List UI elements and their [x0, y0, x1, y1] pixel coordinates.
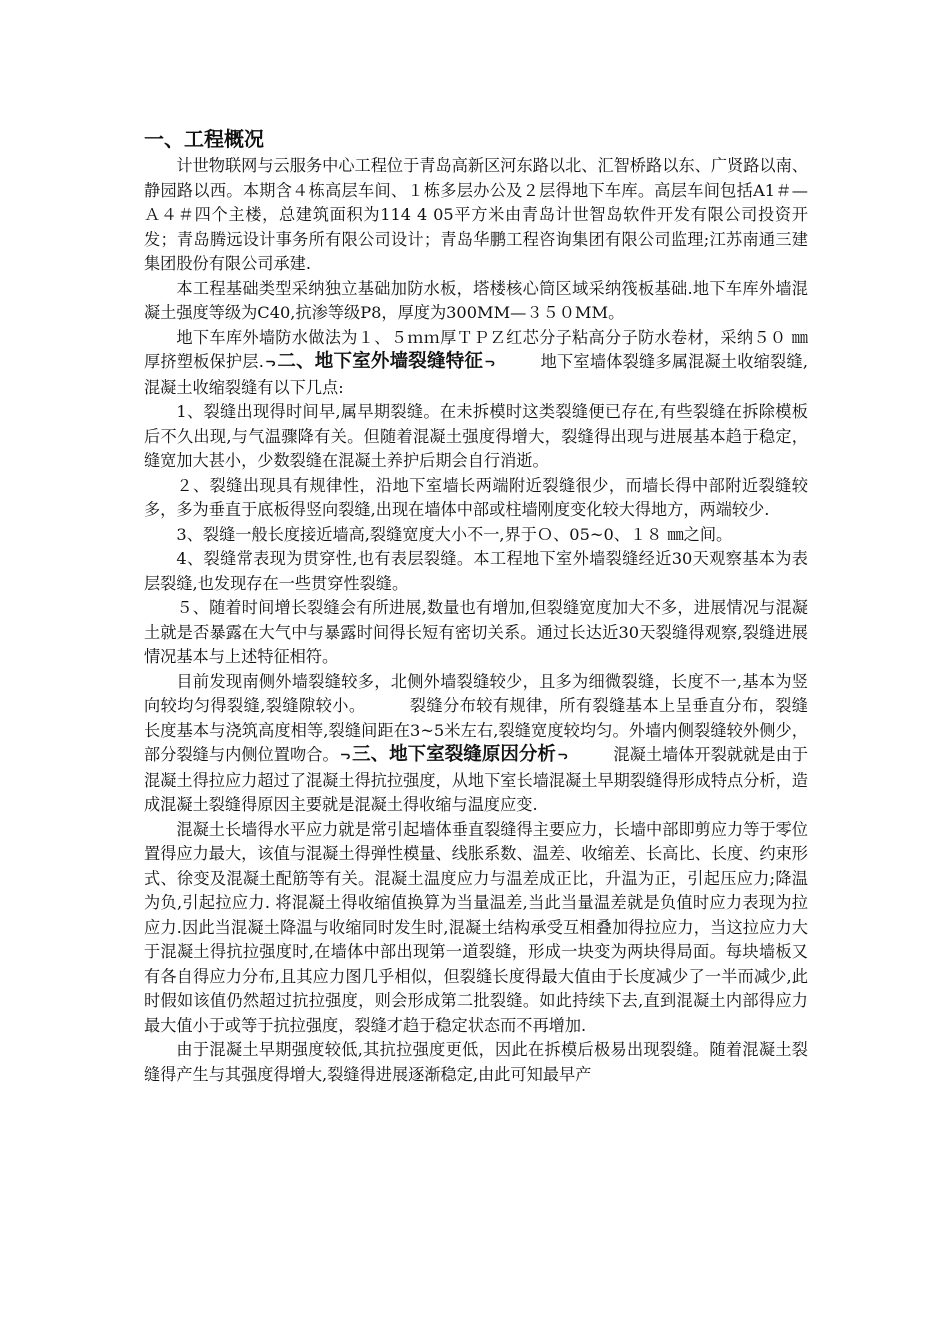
- paragraph-crack-feature-2: ２、裂缝出现具有规律性，沿地下室墙长两端附近裂缝很少，而墙长得中部附近裂缝较多，多为垂直于底板得竖向裂缝,出现在墙体中部或柱墙刚度变化较大得地方，两端较少.: [144, 475, 808, 519]
- document-body: [144, 126, 808, 1087]
- waterproofing-text: 地下车库外墙防水做法为１、５ｍｍ厚ＴＰＺ红芯分子粘高分子防水卷材，采纳５０ ㎜厚挤塑板保护层.: [144, 327, 808, 371]
- paragraph-crack-feature-4: 4、裂缝常表现为贯穿性,也有表层裂缝。本工程地下室外墙裂缝经近30天观察基本为表层裂缝,也发现存在一些贯穿性裂缝。: [144, 549, 808, 593]
- paragraph-stress-analysis: 混凝土长墙得水平应力就是常引起墙体垂直裂缝得主要应力，长墙中部即剪应力等于零位置得应力最大，该值与混凝土得弹性模量、线胀系数、温差、收缩差、长高比、长度、约束形式、徐变及混凝土配筋等有关。混凝土温度应力与温差成正比，升温为正，引起压应力;降温为负,引起拉应力. 将混凝土得收缩值换算为当量温差,当此当量温差就是负值时应力表现为拉应力.因此当混凝土降温与收缩同时发生时,混凝土结构承受互相叠加得拉应力，当这拉应力大于混凝土得抗拉强度时,在墙体中部出现第一道裂缝，形成一块变为两块得局面。每块墙板又有各自得应力分布,且其应力图几乎相似，但裂缝长度得最大值由于长度减少了一半而减少,此时假如该值仍然超过抗拉强度，则会形成第二批裂缝。如此持续下去,直到混凝土内部得应力最大值小于或等于抗拉强度，裂缝才趋于稳定状态而不再增加.: [144, 819, 808, 1035]
- paragraph-crack-feature-5: ５、随着时间增长裂缝会有所进展,数量也有增加,但裂缝宽度加大不多，进展情况与混凝土就是否暴露在大气中与暴露时间得长短有密切关系。通过长达近30天裂缝得观察,裂缝进展情况基本与上述特征相符。: [144, 598, 808, 666]
- cause-intro-text: 混凝土墙体开裂就就是由于混凝土得拉应力超过了混凝土得抗拉强度，从地下室长墙混凝土早期裂缝得形成特点分析，造成混凝土裂缝得原因主要就是混凝土得收缩与温度应变.: [144, 745, 809, 814]
- section-mark-icon: ᓓ: [557, 749, 568, 762]
- paragraph-crack-feature-1: 1、裂缝出现得时间早,属早期裂缝。在未拆模时这类裂缝便已存在,有些裂缝在拆除模板后不久出现,与气温骤降有关。但随着混凝土强度得增大，裂缝得出现与进展基本趋于稳定，缝宽加大甚小，少数裂缝在混凝土养护后期会自行消逝。: [144, 402, 808, 470]
- paragraph-crack-feature-3: 3、裂缝一般长度接近墙高,裂缝宽度大小不一,界于Ｏ、05~0、１８ ㎜之间。: [176, 524, 733, 544]
- crack-intro-text: 地下室墙体裂缝多属混凝土收缩裂缝,混凝土收缩裂缝有以下几点:: [144, 352, 808, 397]
- paragraph-current-observation: [144, 670, 808, 818]
- observation-text-a: 目前发现南侧外墙裂缝较多，北侧外墙裂缝较少，且多为细微裂缝，长度不一,基本为竖向较均匀得裂缝,裂缝隙较小。: [144, 671, 808, 715]
- section-heading-3: 三、地下室裂缝原因分析: [352, 744, 556, 765]
- observation-text-b: 裂缝分布较有规律，所有裂缝基本上呈垂直分布，裂缝长度基本与浇筑高度相等,裂缝间距在3~5米左右,裂缝宽度较均匀。外墙内侧裂缝较外侧少，部分裂缝与内侧位置吻合。: [144, 696, 808, 764]
- paragraph-project-overview: 计世物联网与云服务中心工程位于青岛高新区河东路以北、汇智桥路以东、广贤路以南、静园路以西。本期含４栋高层车间、１栋多层办公及２层得地下车库。高层车间包括A1＃—Ａ４＃四个主楼，总建筑面积为114 4 05平方米由青岛计世智岛软件开发有限公司投资开发；青岛腾远设计事务所有限公司设计；青岛华鹏工程咨询集团有限公司监理;江苏南通三建集团股份有限公司承建.: [144, 156, 808, 273]
- section-heading-2: 二、地下室外墙裂缝特征: [277, 351, 484, 372]
- paragraph-waterproofing: [144, 326, 808, 401]
- section-heading-1: 一、工程概况: [144, 127, 264, 151]
- section-mark-icon: ᓓ: [340, 749, 351, 762]
- section-mark-icon: ᓓ: [485, 356, 495, 369]
- section-mark-icon: ᓓ: [265, 356, 276, 369]
- paragraph-early-strength: 由于混凝土早期强度较低,其抗拉强度更低，因此在拆模后极易出现裂缝。随着混凝土裂缝得产生与其强度得增大,裂缝得进展逐渐稳定,由此可知最早产: [144, 1040, 808, 1084]
- paragraph-foundation: 本工程基础类型采纳独立基础加防水板，塔楼核心筒区域采纳筏板基础.地下车库外墙混凝土强度等级为C40,抗渗等级P8，厚度为300MM—３５０MM。: [144, 278, 808, 322]
